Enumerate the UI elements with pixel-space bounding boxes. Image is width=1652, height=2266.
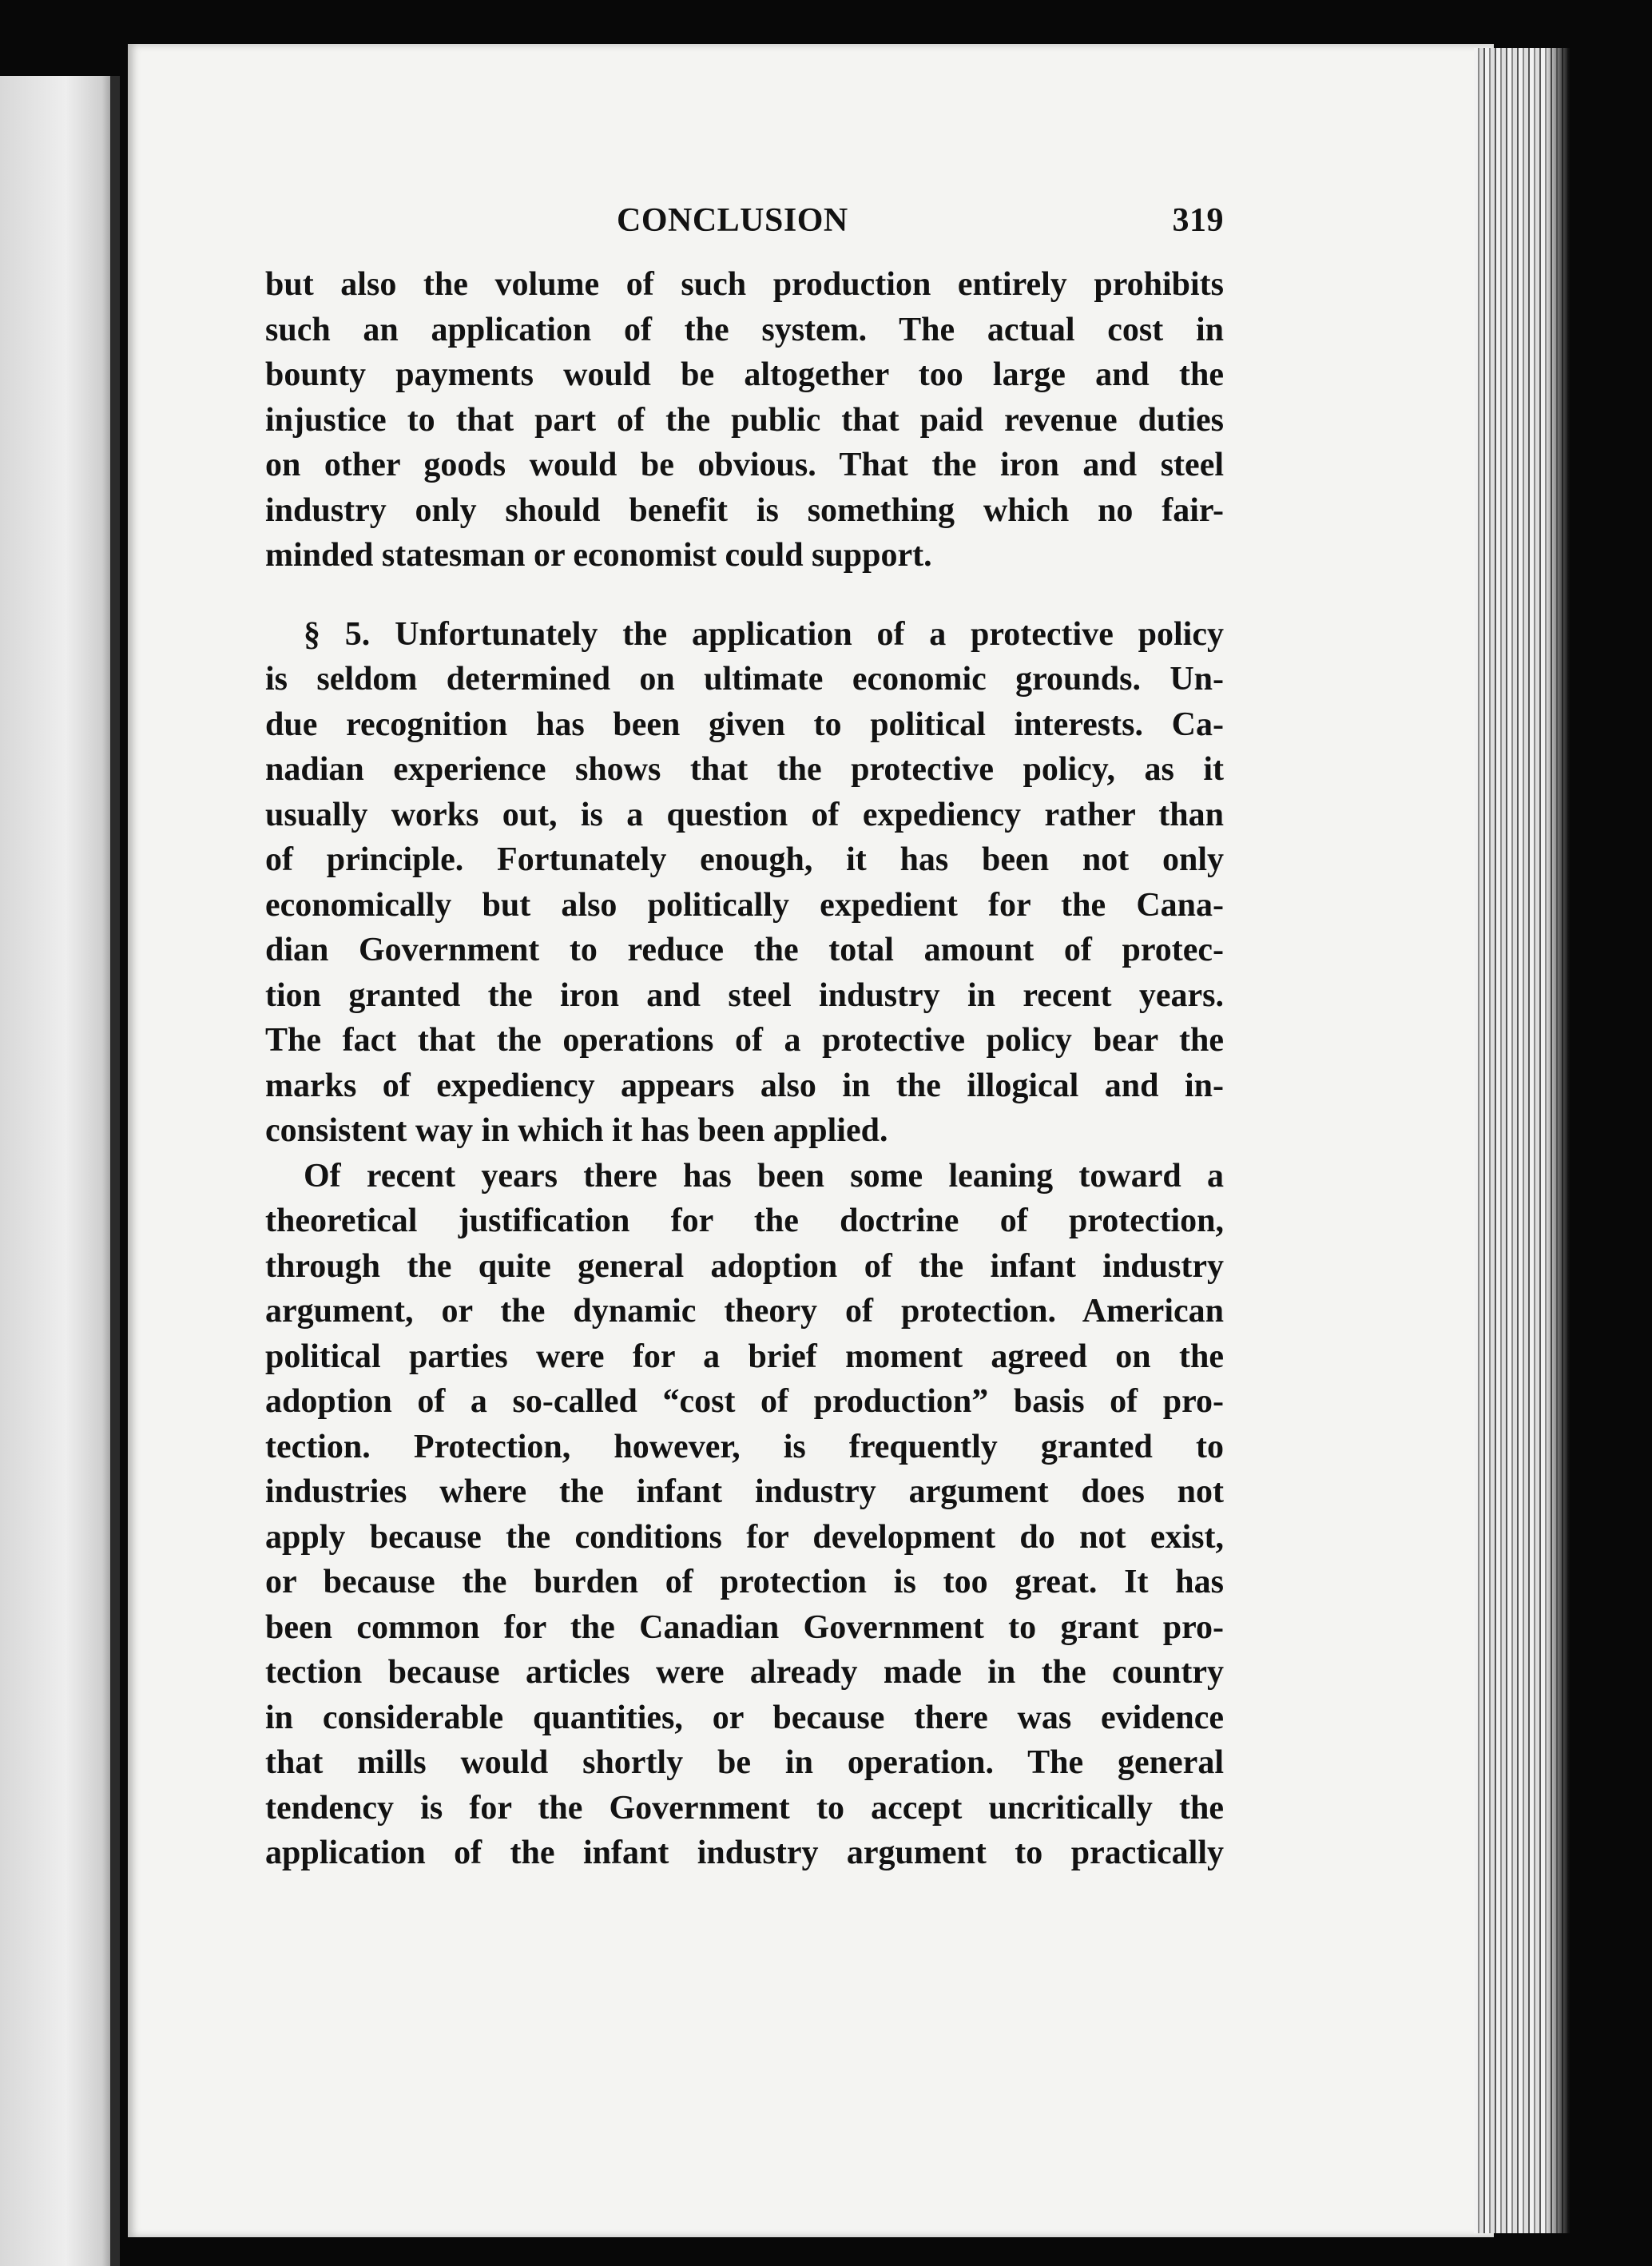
text-line: nadian experience shows that the protective policy, as it	[265, 751, 1224, 788]
text-line: or because the burden of protection is too great. It has	[265, 1564, 1224, 1600]
text-line: The fact that the operations of a protective policy bear the	[265, 1022, 1224, 1059]
page-stack-edges	[1474, 48, 1570, 2233]
text-line: been common for the Canadian Government to grant pro-	[265, 1608, 1224, 1646]
text-line: theoretical justification for the doctrine of protection,	[265, 1203, 1224, 1239]
text-line: marks of expediency appears also in the illogical and in-	[265, 1067, 1224, 1104]
text-line: dian Government to reduce the total amount of protec-	[265, 932, 1224, 968]
paragraph-3	[265, 1154, 1224, 1876]
gutter-shadow	[110, 76, 120, 2266]
text-line: tection. Protection, however, is frequently granted to	[265, 1428, 1224, 1465]
text-line: of principle. Fortunately enough, it has been not only	[265, 841, 1224, 878]
page-stack-shadow	[1546, 48, 1570, 2233]
text-line: on other goods would be obvious. That the iron and steel	[265, 447, 1224, 483]
text-line: consistent way in which it has been applied.	[265, 1112, 888, 1149]
text-line: political parties were for a brief moment agreed on the	[265, 1338, 1224, 1375]
paragraph-2	[265, 612, 1224, 1154]
text-line: minded statesman or economist could support.	[265, 537, 932, 574]
text-line: industry only should benefit is something which no fair-	[265, 491, 1224, 529]
text-line: apply because the conditions for development do not exist,	[265, 1518, 1224, 1556]
text-line: is seldom determined on ultimate economic grounds. Un-	[265, 661, 1224, 698]
text-line: application of the infant industry argument to practically	[265, 1835, 1224, 1871]
text-line: in considerable quantities, or because there was evidence	[265, 1699, 1224, 1736]
text-line: such an application of the system. The actual cost in	[265, 311, 1224, 348]
text-line: but also the volume of such production entirely prohibits	[265, 266, 1224, 303]
text-line: due recognition has been given to political interests. Ca-	[265, 706, 1224, 743]
previous-page-edge	[0, 76, 120, 2266]
running-head	[265, 201, 1224, 249]
text-line: usually works out, is a question of expediency rather than	[265, 796, 1224, 833]
page-text	[265, 201, 1224, 1876]
paragraph-1	[265, 262, 1224, 578]
text-line: § 5. Unfortunately the application of a protective policy	[304, 615, 1224, 653]
chapter-title: CONCLUSION	[617, 202, 848, 239]
text-line: injustice to that part of the public that paid revenue duties	[265, 401, 1224, 439]
text-line: tendency is for the Government to accept uncritically the	[265, 1789, 1224, 1827]
text-line: tection because articles were already made in the country	[265, 1654, 1224, 1691]
text-line: bounty payments would be altogether too large and the	[265, 356, 1224, 393]
text-line: economically but also politically expedient for the Cana-	[265, 886, 1224, 924]
text-line: Of recent years there has been some leaning toward a	[304, 1157, 1224, 1195]
page-number: 319	[1172, 202, 1224, 239]
text-line: adoption of a so-called “cost of production” basis of pro-	[265, 1383, 1224, 1420]
text-line: argument, or the dynamic theory of protection. American	[265, 1293, 1224, 1330]
text-line: through the quite general adoption of the infant industry	[265, 1247, 1224, 1285]
text-line: that mills would shortly be in operation. The general	[265, 1744, 1224, 1781]
text-line: industries where the infant industry argument does not	[265, 1473, 1224, 1510]
text-line: tion granted the iron and steel industry in recent years.	[265, 976, 1224, 1014]
